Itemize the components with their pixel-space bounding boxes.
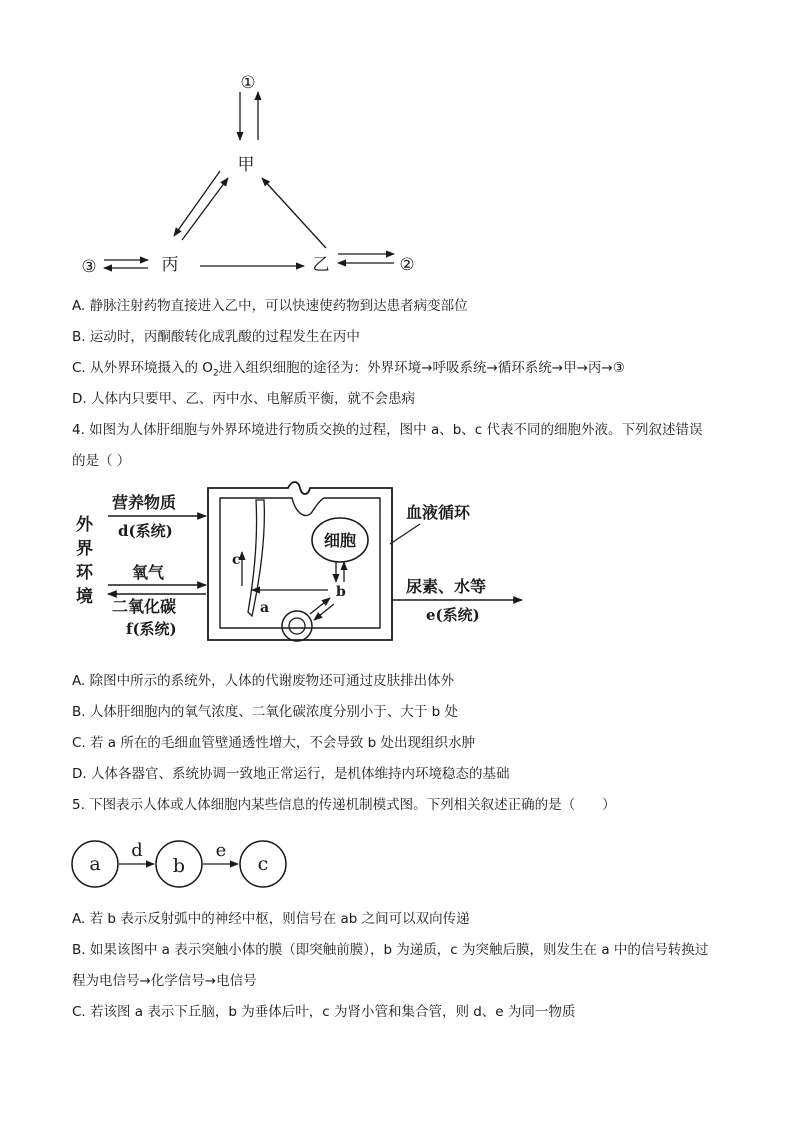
- q4-option-d: D. 人体各器官、系统协调一致地正常运行，是机体维持内环境稳态的基础: [72, 766, 510, 782]
- node-circle-3: ③: [81, 257, 97, 277]
- arrow-jia-to-bing: [174, 171, 220, 236]
- outside-env-char-3: 环: [76, 563, 93, 583]
- outside-env-char-2: 界: [76, 539, 93, 559]
- capillary-inner: [289, 618, 305, 634]
- q5-stem: 5. 下图表示人体或人体细胞内某些信息的传递机制模式图。下列相关叙述正确的是（ ）: [72, 797, 616, 813]
- q5-option-a: A. 若 b 表示反射弧中的神经中枢，则信号在 ab 之间可以双向传递: [72, 911, 470, 927]
- q3-option-c: [72, 358, 625, 384]
- lymph-vessel-c: [248, 500, 264, 616]
- arrow-b-to-a: [314, 604, 334, 620]
- q3-option-d: D. 人体内只要甲、乙、丙中水、电解质平衡，就不会患病: [72, 391, 415, 407]
- outside-env-char-1: 外: [76, 515, 93, 535]
- q4-option-c: C. 若 a 所在的毛细血管壁通透性增大，不会导致 b 处出现组织水肿: [72, 735, 476, 751]
- q5-option-b-line1: B. 如果该图中 a 表示突触小体的膜（即突触前膜），b 为递质，c 为突触后膜，则发生在 a 中的信号转换过: [72, 942, 709, 958]
- node-a-label: a: [89, 853, 101, 875]
- node-yi: 乙: [312, 255, 330, 275]
- q3-option-c-post: 进入组织细胞的途径为：外界环境→呼吸系统→循环系统→甲→丙→③: [218, 360, 625, 376]
- system-e-label: e(系统): [426, 606, 480, 624]
- node-bing: 丙: [161, 255, 179, 275]
- q4-option-b: B. 人体肝细胞内的氧气浓度、二氧化碳浓度分别小于、大于 b 处: [72, 704, 458, 720]
- q3-option-b: B. 运动时，丙酮酸转化成乳酸的过程发生在丙中: [72, 329, 360, 345]
- inner-tissue-box: [220, 498, 380, 628]
- capillary-outer: [282, 611, 312, 641]
- liver-cell-exchange-diagram: [70, 478, 530, 648]
- system-f-label: f(系统): [126, 620, 177, 638]
- q4-stem-line2: 的是（ ）: [72, 453, 131, 469]
- q3-option-c-pre: C. 从外界环境摄入的 O: [72, 360, 213, 376]
- node-jia: 甲: [237, 155, 255, 175]
- outside-env-char-4: 境: [76, 587, 93, 607]
- q5-option-c: C. 若该图 a 表示下丘脑，b 为垂体后叶，c 为肾小管和集合管，则 d、e 为同一物质: [72, 1004, 576, 1020]
- q4-stem-line1: 4. 如图为人体肝细胞与外界环境进行物质交换的过程，图中 a、b、c 代表不同的细胞外液。下列叙述错误: [72, 422, 703, 438]
- label-d: d: [131, 840, 143, 861]
- system-d-label: d(系统): [118, 522, 173, 540]
- node-b-label: b: [172, 855, 186, 877]
- nutrients-label: 营养物质: [112, 493, 177, 512]
- cell-label: 细胞: [323, 531, 357, 550]
- signal-transfer-diagram: [70, 834, 300, 894]
- label-c: c: [232, 552, 241, 568]
- co2-label: 二氧化碳: [112, 597, 177, 616]
- arrow-bing-to-jia: [182, 178, 228, 240]
- node-c-label: c: [257, 853, 269, 875]
- blood-circulation-pointer: [390, 524, 420, 544]
- q3-option-a: A. 静脉注射药物直接进入乙中，可以快速使药物到达患者病变部位: [72, 298, 468, 314]
- urea-water-label: 尿素、水等: [406, 577, 487, 596]
- node-circle-1: ①: [240, 73, 256, 93]
- node-circle-2: ②: [399, 255, 415, 275]
- oxygen-label: 氧气: [132, 563, 165, 582]
- label-e: e: [215, 840, 227, 861]
- body-fluid-triangle-diagram: [70, 68, 430, 284]
- blood-circulation-label: 血液循环: [406, 503, 471, 522]
- arrow-yi-to-jia: [262, 178, 326, 248]
- q4-option-a: A. 除图中所示的系统外，人体的代谢废物还可通过皮肤排出体外: [72, 673, 455, 689]
- label-b: b: [336, 584, 346, 600]
- label-a: a: [260, 600, 270, 616]
- arrow-a-to-b: [310, 598, 330, 614]
- q5-option-b-line2: 程为电信号→化学信号→电信号: [72, 973, 257, 989]
- q3-option-c-subscript: 2: [212, 368, 219, 379]
